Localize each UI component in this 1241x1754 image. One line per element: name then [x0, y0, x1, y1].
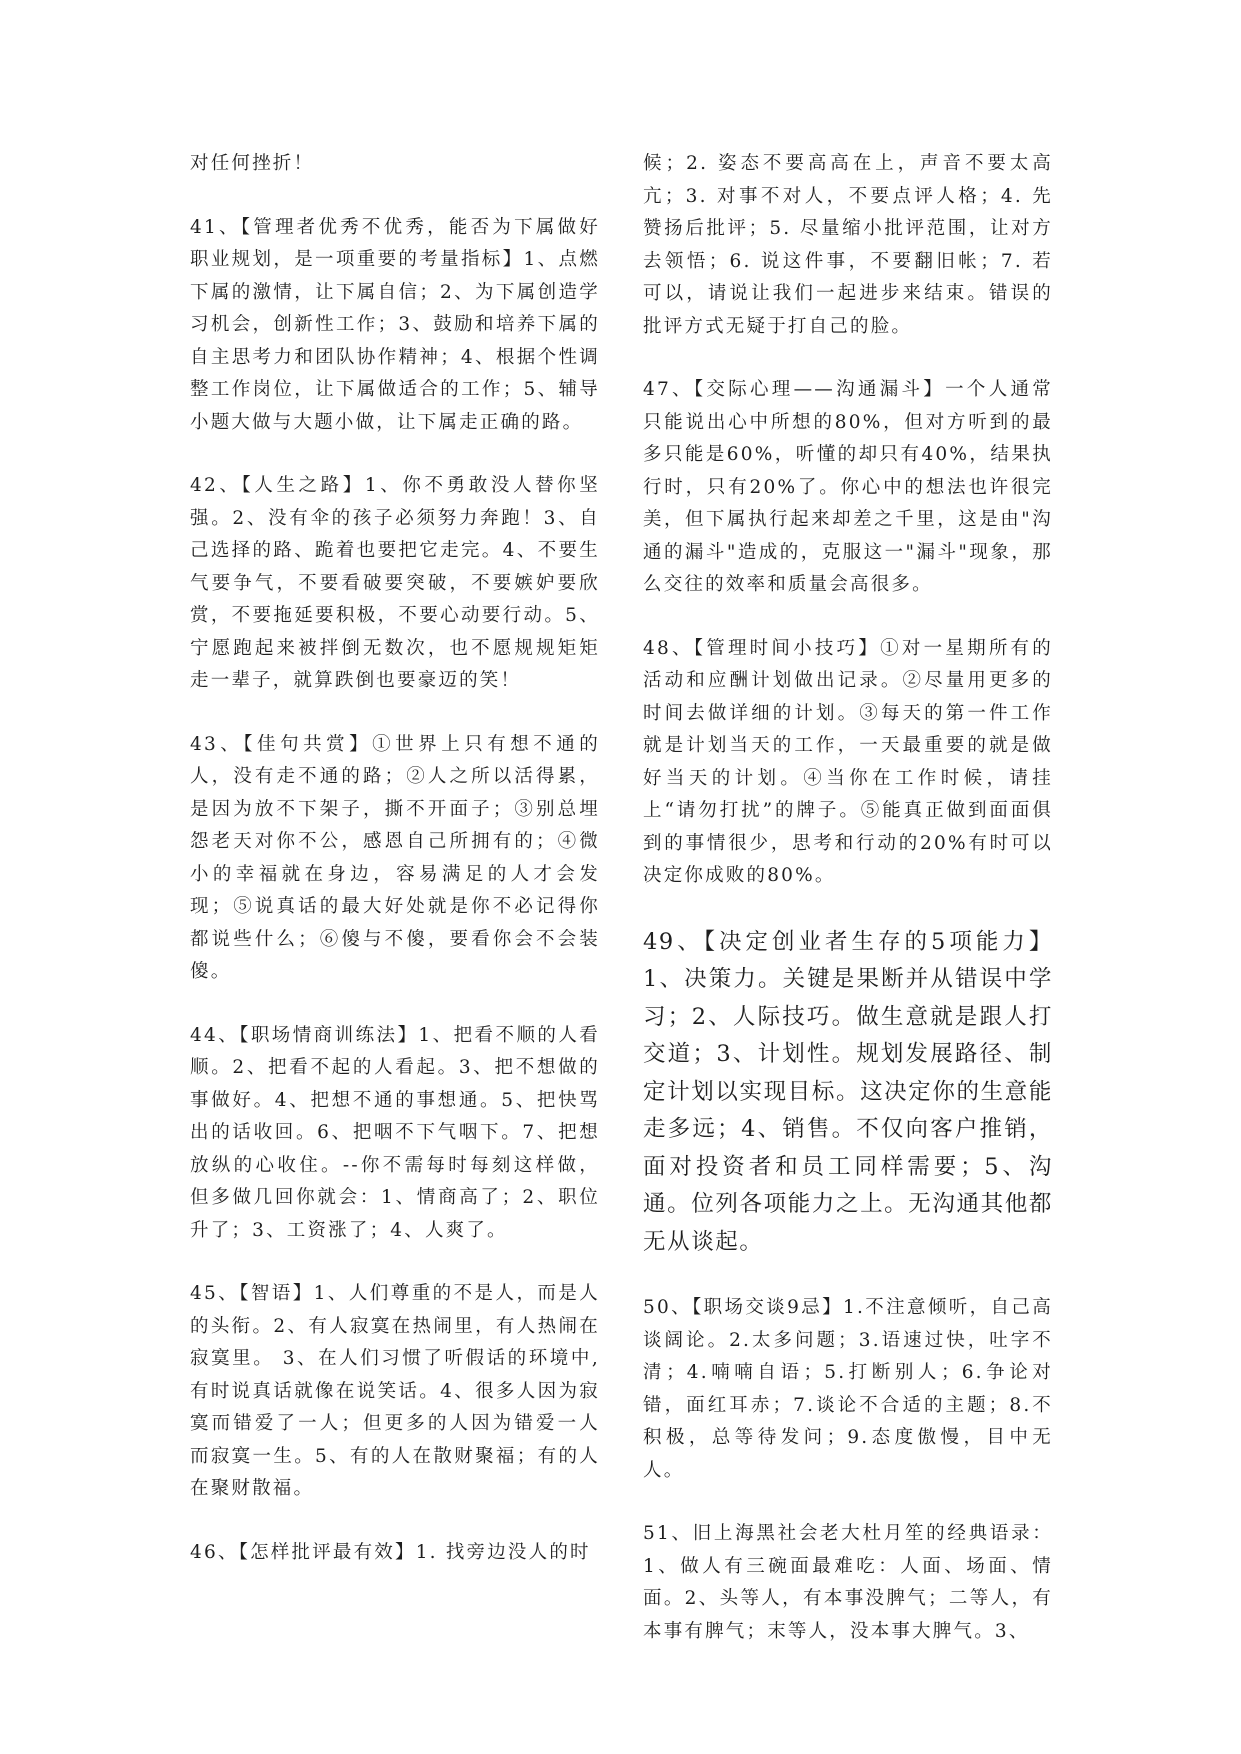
paragraph-49: 49、【决定创业者生存的5项能力】1、决策力。关键是果断并从错误中学习；2、人际技巧。做生意就是跟人打交道；3、计划性。规划发展路径、制定计划以实现目标。这决定你的生意能走多远；4、销售。不仅向客户推销，面对投资者和员工同样需要；5、沟通。位列各项能力之上。无沟通其他都无从谈起。: [643, 928, 1053, 1255]
paragraph-44: 44、【职场情商训练法】1、把看不顺的人看顺。2、把看不起的人看起。3、把不想做的事做好。4、把想不通的事想通。5、把快骂出的话收回。6、把咽不下气咽下。7、把想放纵的心收住。--你不需每时每刻这样做，但多做几回你就会：1、情商高了；2、职位升了；3、工资涨了；4、人爽了。: [190, 1024, 600, 1241]
paragraph-42: 42、【人生之路】1、你不勇敢没人替你坚强。2、没有伞的孩子必须努力奔跑！3、自己选择的路、跪着也要把它走完。4、不要生气要争气，不要看破要突破，不要嫉妒要欣赏，不要拖延要积极，不要心动要行动。5、宁愿跑起来被拌倒无数次，也不愿规规矩矩走一辈子，就算跌倒也要豪迈的笑！: [190, 475, 600, 691]
paragraph-41: 41、【管理者优秀不优秀，能否为下属做好职业规划，是一项重要的考量指标】1、点燃下属的激情，让下属自信；2、为下属创造学习机会，创新性工作；3、鼓励和培养下属的自主思考力和团队协作精神；4、根据个性调整工作岗位，让下属做适合的工作；5、辅导小题大做与大题小做，让下属走正确的路。: [190, 216, 600, 433]
right-column: [643, 148, 1053, 1679]
paragraph-47: 47、【交际心理——沟通漏斗】一个人通常只能说出心中所想的80%，但对方听到的最多只能是60%，听懂的却只有40%，结果执行时，只有20%了。你心中的想法也许很完美，但下属执行起来却差之千里，这是由"沟通的漏斗"造成的，克服这一"漏斗"现象，那么交往的效率和质量会高很多。: [643, 379, 1053, 595]
paragraph-50: 50、【职场交谈9忌】1.不注意倾听，自己高谈阔论。2.太多问题；3.语速过快，吐字不清；4.喃喃自语；5.打断别人；6.争论对错，面红耳赤；7.谈论不合适的主题；8.不积极，总等待发问；9.态度傲慢，目中无人。: [643, 1297, 1053, 1481]
left-column: [190, 148, 600, 1600]
paragraph-46-continuation: 候；2. 姿态不要高高在上，声音不要太高亢；3. 对事不对人，不要点评人格；4. 先赞扬后批评；5. 尽量缩小批评范围，让对方去领悟；6. 说这件事，不要翻旧帐；7. 若可以，请说让我们一起进步来结束。错误的批评方式无疑于打自己的脸。: [643, 153, 1053, 337]
paragraph-45: 45、【智语】1、人们尊重的不是人，而是人的头衔。2、有人寂寞在热闹里，有人热闹在寂寞里。 3、在人们习惯了听假话的环境中,有时说真话就像在说笑话。4、很多人因为寂寞而错爱了一人；但更多的人因为错爱一人而寂寞一生。5、有的人在散财聚福；有的人在聚财散福。: [190, 1283, 600, 1499]
paragraph-48: 48、【管理时间小技巧】①对一星期所有的活动和应酬计划做出记录。②尽量用更多的时间去做详细的计划。③每天的第一件工作就是计划当天的工作，一天最重要的就是做好当天的计划。④当你在工作时候，请挂上“请勿打扰”的牌子。⑤能真正做到面面俱到的事情很少，思考和行动的20%有时可以决定你成败的80%。: [643, 637, 1053, 886]
paragraph-43: 43、【佳句共赏】①世界上只有想不通的人，没有走不通的路；②人之所以活得累，是因为放不下架子，撕不开面子；③别总埋怨老天对你不公，感恩自己所拥有的；④微小的幸福就在身边，容易满足的人才会发现；⑤说真话的最大好处就是你不必记得你都说些什么；⑥傻与不傻，要看你会不会装傻。: [190, 733, 600, 982]
paragraph-46-start: 46、【怎样批评最有效】1. 找旁边没人的时: [190, 1541, 591, 1563]
paragraph-40-continuation: 对任何挫折！: [190, 153, 315, 174]
paragraph-51-start: 51、旧上海黑社会老大杜月笙的经典语录：1、做人有三碗面最难吃：人面、场面、情面。2、头等人，有本事没脾气；二等人，有本事有脾气；末等人，没本事大脾气。3、: [643, 1523, 1053, 1642]
